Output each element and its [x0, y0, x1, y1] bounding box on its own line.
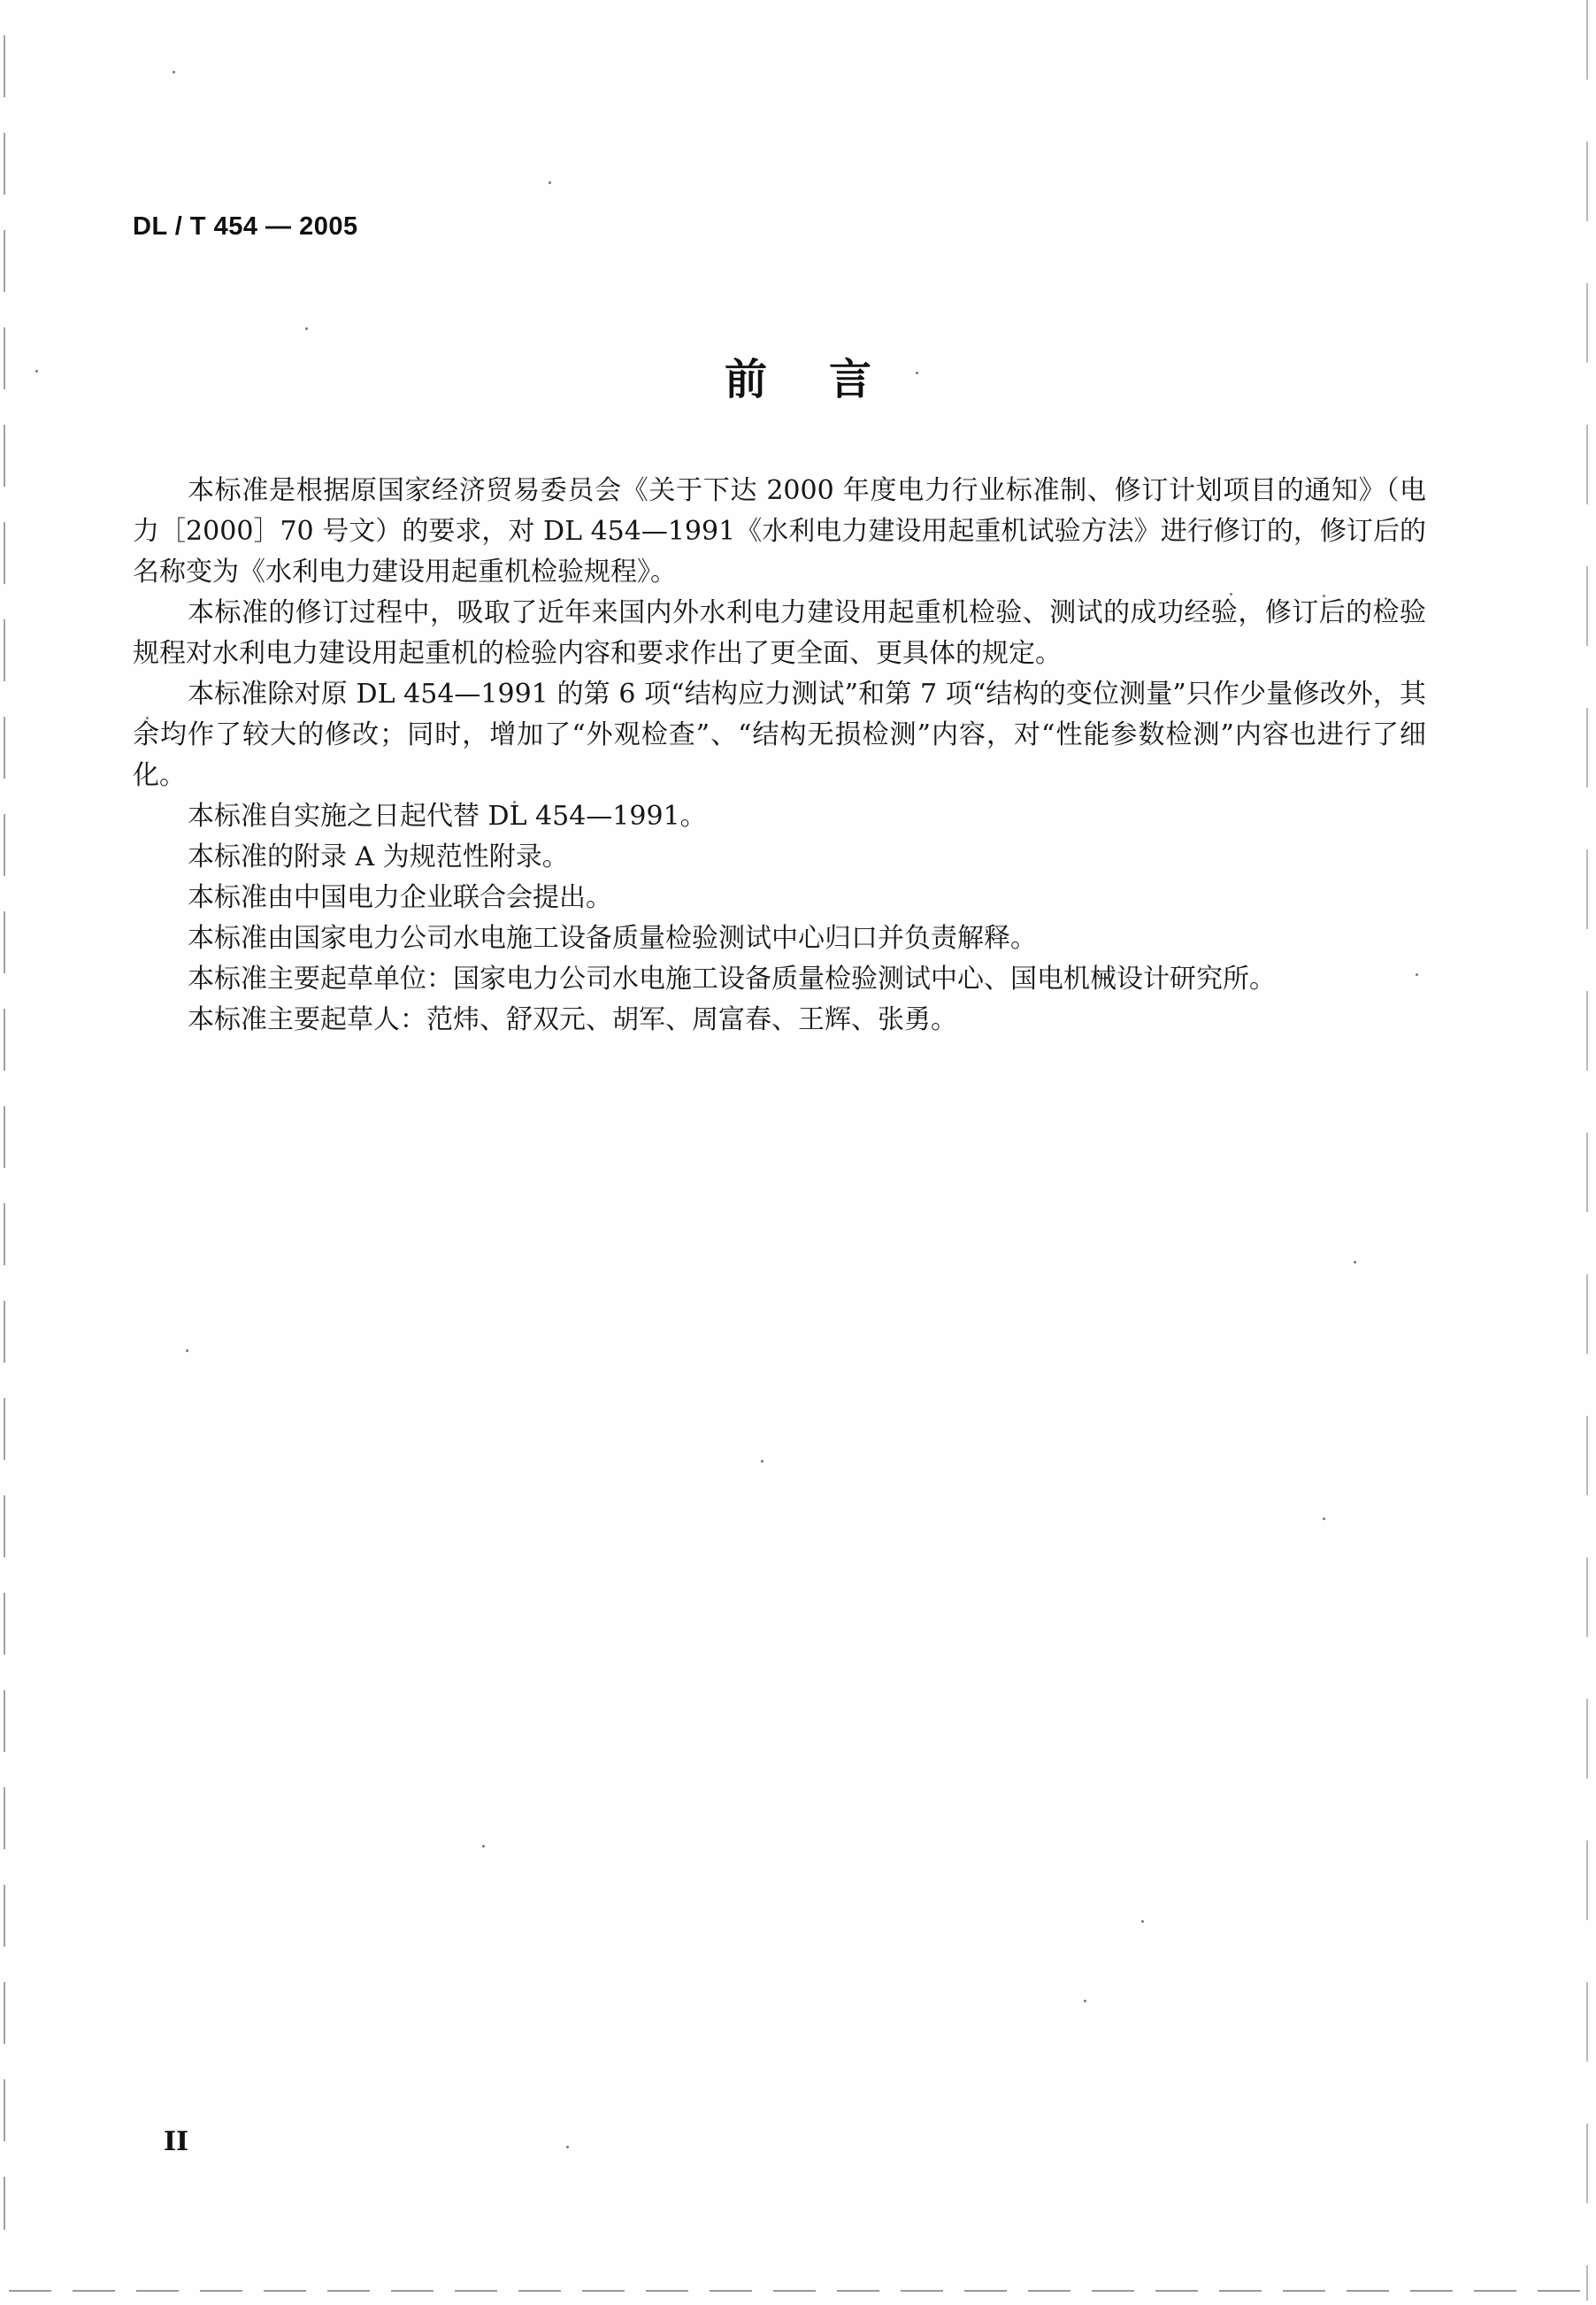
scan-speck: [566, 2146, 569, 2148]
scan-speck: [482, 1845, 485, 1848]
paragraph: 本标准的附录 A 为规范性附录。: [188, 841, 569, 872]
paragraph: 本标准由国家电力公司水电施工设备质量检验测试中心归口并负责解释。: [188, 923, 1037, 954]
scan-speck: [186, 1349, 188, 1352]
scan-speck: [305, 327, 308, 330]
scan-speck: [173, 71, 175, 73]
paragraph: 本标准主要起草单位：国家电力公司水电施工设备质量检验测试中心、国电机械设计研究所。: [188, 964, 1276, 995]
paragraph: 本标准由中国电力企业联合会提出。: [188, 882, 612, 913]
paragraph: 本标准自实施之日起代替 DL 454—1991。: [188, 801, 707, 832]
scan-speck: [1084, 2000, 1086, 2002]
scan-speck: [1141, 1920, 1144, 1923]
paragraph: 本标准除对原 DL 454—1991 的第 6 项“结构应力测试”和第 7 项“结构的变位测量”只作少量修改外，其余均作了较大的修改；同时，增加了“外观检查”、“结构无损检测”内容，对“性能参数检测”内容也进行了细化。: [133, 679, 1426, 791]
scan-speck: [549, 181, 551, 184]
scan-edge-bottom: [9, 2290, 1587, 2292]
scan-speck: [1323, 1517, 1325, 1520]
foreword-body: [133, 471, 1426, 1041]
scan-speck: [761, 1460, 763, 1463]
page-title: 前言: [724, 355, 933, 404]
paragraph: 本标准是根据原国家经济贸易委员会《关于下达 2000 年度电力行业标准制、修订计划项目的通知》（电力［2000］70 号文）的要求，对 DL 454—1991《水利电力建设用起重机试验方法》进行修订的，修订后的名称变为《水利电力建设用起重机检验规程》。: [133, 475, 1426, 588]
scan-speck: [1354, 1261, 1356, 1264]
document-code-header: DL / T 454 — 2005: [133, 212, 358, 241]
page-number: II: [164, 2126, 189, 2157]
paragraph: 本标准主要起草人：范炜、舒双元、胡军、周富春、王辉、张勇。: [188, 1004, 957, 1035]
paragraph: 本标准的修订过程中，吸取了近年来国内外水利电力建设用起重机检验、测试的成功经验，修订后的检验规程对水利电力建设用起重机的检验内容和要求作出了更全面、更具体的规定。: [133, 597, 1426, 669]
